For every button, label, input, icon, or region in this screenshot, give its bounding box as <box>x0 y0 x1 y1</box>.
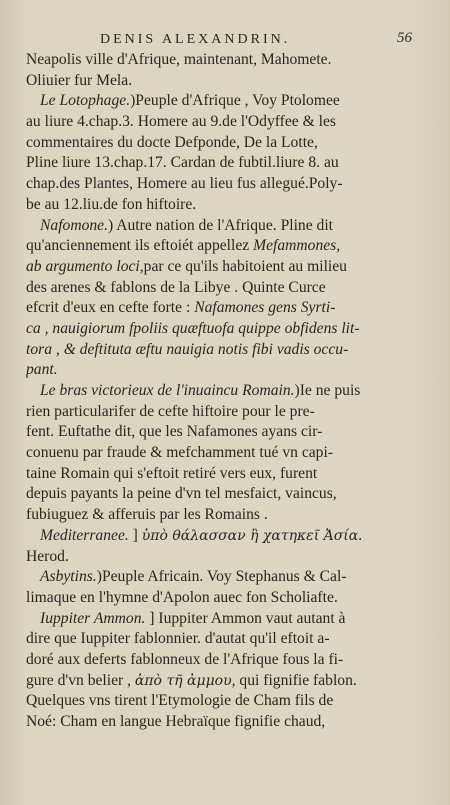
text-line <box>26 650 414 671</box>
text-segment: des arenes & fablons de la Libye . Quinte Curce <box>26 278 326 296</box>
text-segment: Noé: Cham en langue Hebraïque fignifie chaud, <box>26 713 326 730</box>
text-line <box>26 340 414 361</box>
text-line <box>26 464 414 485</box>
text-line <box>26 381 414 402</box>
text-line <box>26 712 414 733</box>
text-segment: . <box>358 526 363 544</box>
text-segment: conuenu par fraude & mefchamment tué vn capi- <box>26 444 333 462</box>
text-line <box>26 257 414 278</box>
text-segment: , qui fignifie fablon. <box>231 671 357 689</box>
text-segment: rien particularifer de cefte hiftoire pour le pre- <box>26 402 315 420</box>
text-line <box>26 629 414 650</box>
italic-text: Le bras victorieux de l'inuaincu Romain. <box>40 382 295 399</box>
italic-text: tora , & deftituta æftu nauigia notis fibi vadis occu- <box>26 340 349 358</box>
italic-text: pant. <box>26 361 58 379</box>
text-segment: )Peuple Africain. Voy Stephanus & Cal- <box>96 568 347 586</box>
italic-text: ab argumento loci, <box>26 257 144 275</box>
text-segment: fubiuguez & afferuis par les Romains . <box>26 506 268 524</box>
text-segment: gure d'vn belier , <box>26 671 135 689</box>
greek-quotation: ὑπὸ θάλασσαν ἢ χατηκεῖ Ἀσία <box>141 527 359 544</box>
text-line <box>26 216 414 237</box>
text-line <box>26 402 414 423</box>
text-line <box>26 588 414 609</box>
text-line <box>26 112 414 133</box>
text-segment: Quelques vns tirent l'Etymologie de Cham fils de <box>26 692 334 710</box>
text-line <box>26 505 414 526</box>
text-segment: ) Autre nation de l'Afrique. Pline dit <box>108 216 333 234</box>
text-line <box>26 278 414 299</box>
text-line <box>26 609 414 630</box>
text-segment: doré aux deferts fablonneux de l'Afrique fous la fi- <box>26 650 344 668</box>
text-line <box>26 443 414 464</box>
text-segment: taine Romain qui s'eftoit retiré vers eux, furent <box>26 464 318 482</box>
text-line <box>26 133 414 154</box>
text-segment: dire que Iuppiter fablonnier. d'autat qu'il eftoit a- <box>26 630 330 648</box>
text-segment: limaque en l'hymne d'Apolon auec fon Scholiafte. <box>26 588 338 606</box>
text-segment: fent. Euftathe dit, que les Nafamones ayans cir- <box>26 423 323 441</box>
text-line <box>26 360 414 381</box>
body-text <box>26 50 414 733</box>
running-head: DENIS ALEXANDRIN. <box>100 32 291 47</box>
text-line <box>26 298 414 319</box>
italic-text: Iuppiter Ammon. <box>40 609 146 627</box>
text-segment: qu'anciennement ils eftoiét appellez <box>26 237 254 255</box>
italic-text: Nafomone. <box>40 216 109 234</box>
text-line <box>26 422 414 443</box>
text-segment: efcrit d'eux en cefte forte : <box>26 299 195 317</box>
text-line <box>26 484 414 505</box>
text-line <box>26 153 414 174</box>
text-line <box>26 236 414 257</box>
italic-text: Asbytins. <box>40 568 97 586</box>
text-line <box>26 174 414 195</box>
italic-text: Mefammones, <box>253 237 341 255</box>
text-segment: Herod. <box>26 547 69 565</box>
text-segment: Pline liure 13.chap.17. Cardan de fubtil.liure 8. au <box>26 154 339 172</box>
text-line <box>26 71 414 92</box>
text-line <box>26 526 414 547</box>
text-line <box>26 567 414 588</box>
text-segment: chap.des Plantes, Homere au lieu fus allegué.Poly- <box>26 175 343 193</box>
text-line <box>26 195 414 216</box>
greek-quotation: ἀπὸ τῆ ἀμμου <box>134 672 232 689</box>
text-line <box>26 691 414 712</box>
text-line <box>26 547 414 568</box>
italic-text: ca , nauigiorum fpoliis quæftuofa quippe obfidens lit- <box>26 319 360 337</box>
text-line <box>26 671 414 692</box>
italic-text: Le Lotophage. <box>40 92 131 110</box>
italic-text: Mediterranee. <box>40 526 129 544</box>
text-segment: )Peuple d'Afrique , Voy Ptolomee <box>130 92 340 110</box>
text-segment: Neapolis ville d'Afrique, maintenant, Mahomete. <box>26 51 332 68</box>
text-segment: ] Iuppiter Ammon vaut autant à <box>145 609 346 627</box>
text-segment: commentaires du docte Defponde, De la Lotte, <box>26 133 318 151</box>
text-segment: )Ie ne puis <box>294 382 361 399</box>
text-segment: par ce qu'ils habitoient au milieu <box>143 257 347 275</box>
text-line <box>26 91 414 112</box>
text-line <box>26 319 414 340</box>
text-segment: au liure 4.chap.3. Homere au 9.de l'Odyffee & les <box>26 113 336 131</box>
text-segment: ] <box>128 526 142 544</box>
page-header <box>0 32 450 52</box>
text-segment: depuis payants la peine d'vn tel mesfaict, vaincus, <box>26 485 337 503</box>
text-line <box>26 50 414 71</box>
text-segment: be au 12.liu.de fon hiftoire. <box>26 195 197 213</box>
text-segment: Oliuier fur Mela. <box>26 71 133 89</box>
italic-text: Nafamones gens Syrti- <box>194 299 336 317</box>
page-number: 56 <box>397 30 412 46</box>
